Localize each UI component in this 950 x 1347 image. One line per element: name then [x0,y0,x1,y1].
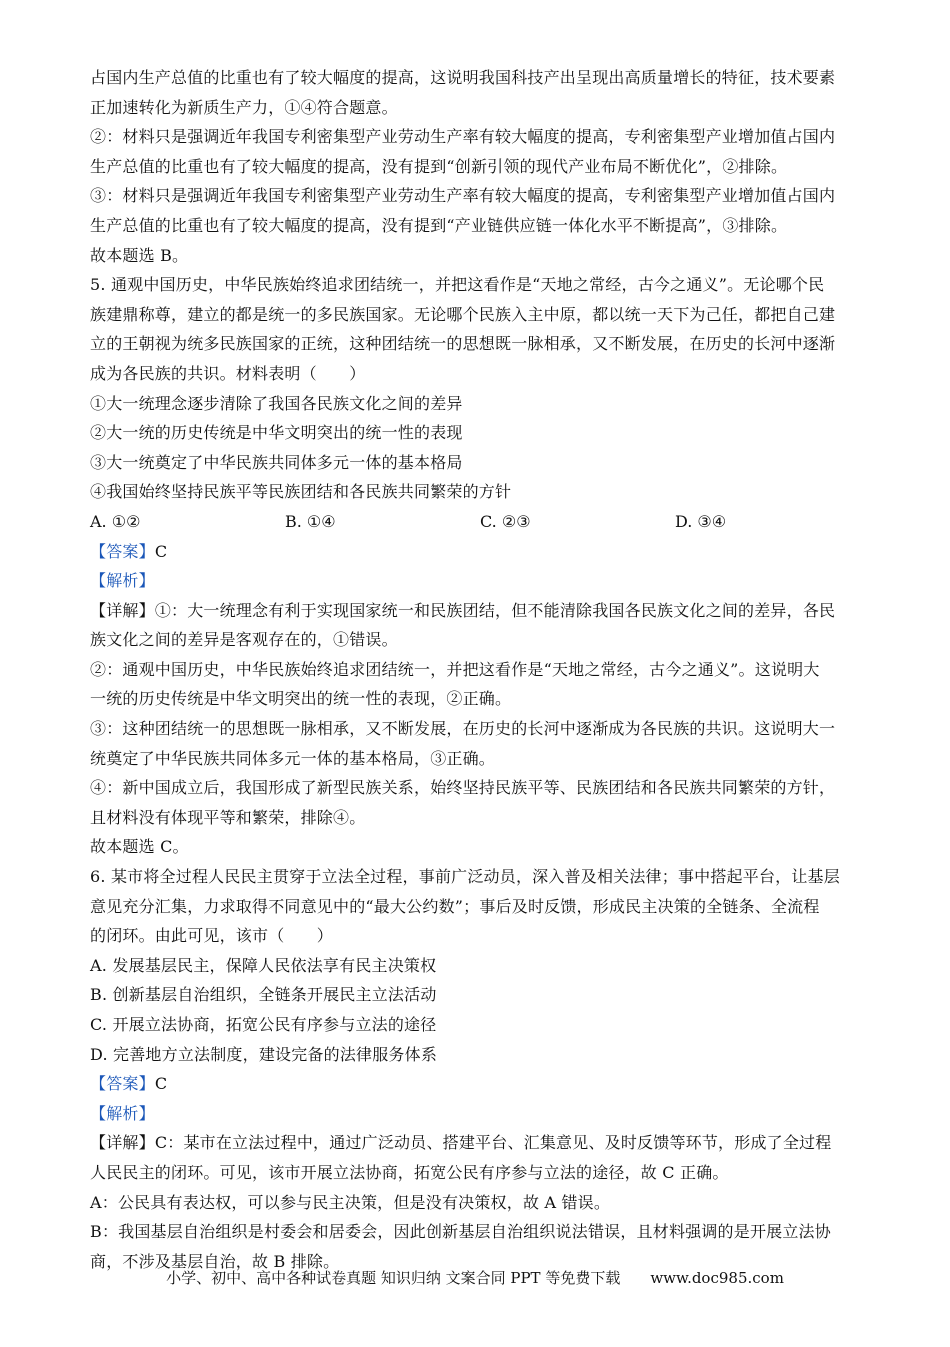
detail-text: C：某市在立法过程中，通过广泛动员、搭建平台、汇集意见、及时反馈等环节，形成了全过程 [154,1133,832,1153]
document-page [90,63,870,1276]
option-c: C. 开展立法协商，拓宽公民有序参与立法的途径 [90,1015,437,1034]
text-line: 统奠定了中华民族共同体多元一体的基本格局，③正确。 [90,748,496,768]
text-line: ④：新中国成立后，我国形成了新型民族关系，始终坚持民族平等、民族团结和各民族共同繁荣的方针， [90,778,836,798]
question-stem: 族建鼎称尊，建立的都是统一的多民族国家。无论哪个民族入主中原，都以统一天下为己任，都把自己建 [90,304,836,324]
conclusion-line: 故本题选 B。 [90,245,189,265]
answer-value: C [154,1074,168,1094]
detail-line [90,596,870,626]
detail-tag: 【详解】 [90,1133,155,1153]
option-c: C. ②③ [480,511,531,531]
option-b: B. ①④ [285,511,336,531]
detail-tag: 【详解】 [90,600,155,620]
question-stem: 6. 某市将全过程人民民主贯穿于立法全过程，事前广泛动员，深入普及相关法律；事中搭起平台，让基层 [90,867,840,887]
text-line: 一统的历史传统是中华文明突出的统一性的表现，②正确。 [90,689,512,709]
answer-line [90,1069,870,1099]
text-line: 人民民主的闭环。可见，该市开展立法协商，拓宽公民有序参与立法的途径，故 C 正确。 [90,1162,729,1182]
question-stem: 成为各民族的共识。材料表明（ ） [90,363,366,383]
option-b: B. 创新基层自治组织，全链条开展民主立法活动 [90,985,437,1005]
conclusion-line: 故本题选 C。 [90,837,189,857]
statement-item: ④我国始终坚持民族平等民族团结和各民族共同繁荣的方针 [90,482,512,502]
text-line: ②：通观中国历史，中华民族始终追求团结统一，并把这看作是“天地之常经，古今之通义”。这说明大 [90,659,820,679]
statement-item: ①大一统理念逐步清除了我国各民族文化之间的差异 [90,393,463,413]
analysis-tag: 【解析】 [90,571,155,591]
option-d: D. ③④ [675,511,727,531]
text-line: 且材料没有体现平等和繁荣，排除④。 [90,807,366,827]
answer-tag: 【答案】 [90,541,155,561]
answer-value: C [154,541,168,561]
option-d: D. 完善地方立法制度，建设完备的法律服务体系 [90,1044,438,1064]
detail-line [90,1128,870,1158]
text-line: 族文化之间的差异是客观存在的，①错误。 [90,630,398,650]
answer-line [90,537,870,567]
text-line: 占国内生产总值的比重也有了较大幅度的提高，这说明我国科技产出呈现出高质量增长的特征，技术要素 [90,68,836,87]
detail-text: ①：大一统理念有利于实现国家统一和民族团结，但不能清除我国各民族文化之间的差异，各民 [154,600,836,620]
page-footer: 小学、初中、高中各种试卷真题 知识归纳 文案合同 PPT 等免费下载 www.doc985.com [166,1269,784,1287]
text-line: 生产总值的比重也有了较大幅度的提高，没有提到“产业链供应链一体化水平不断提高”，③排除。 [90,215,788,235]
answer-tag: 【答案】 [90,1074,155,1094]
analysis-line [90,566,870,596]
text-line: ③：这种团结统一的思想既一脉相承，又不断发展，在历史的长河中逐渐成为各民族的共识。这说明大一 [90,719,836,739]
text-line: 正加速转化为新质生产力，①④符合题意。 [90,97,398,117]
question-stem: 意见充分汇集，力求取得不同意见中的“最大公约数”；事后及时反馈，形成民主决策的全链条、全流程 [90,896,820,916]
question-stem: 的闭环。由此可见，该市（ ） [90,926,334,946]
text-line: A：公民具有表达权，可以参与民主决策，但是没有决策权，故 A 错误。 [90,1192,611,1212]
analysis-line [90,1099,870,1129]
text-line: 商，不涉及基层自治，故 B 排除。 [90,1251,340,1271]
statement-item: ③大一统奠定了中华民族共同体多元一体的基本格局 [90,452,463,472]
analysis-tag: 【解析】 [90,1103,155,1123]
text-line: B：我国基层自治组织是村委会和居委会，因此创新基层自治组织说法错误，且材料强调的是开展立法协 [90,1222,831,1242]
option-a: A. 发展基层民主，保障人民依法享有民主决策权 [90,955,437,975]
question-stem: 5. 通观中国历史，中华民族始终追求团结统一，并把这看作是“天地之常经，古今之通义”。无论哪个民 [90,275,825,295]
question-stem: 立的王朝视为统多民族国家的正统，这种团结统一的思想既一脉相承，又不断发展，在历史的长河中逐渐 [90,334,836,354]
statement-item: ②大一统的历史传统是中华文明突出的统一性的表现 [90,423,463,443]
answer-options [90,507,870,537]
text-line: ③：材料只是强调近年我国专利密集型产业劳动生产率有较大幅度的提高，专利密集型产业增加值占国内 [90,186,836,206]
text-line: 生产总值的比重也有了较大幅度的提高，没有提到“创新引领的现代产业布局不断优化”，②排除。 [90,156,788,176]
text-line: ②：材料只是强调近年我国专利密集型产业劳动生产率有较大幅度的提高，专利密集型产业增加值占国内 [90,127,836,147]
option-a: A. ①② [90,511,141,531]
